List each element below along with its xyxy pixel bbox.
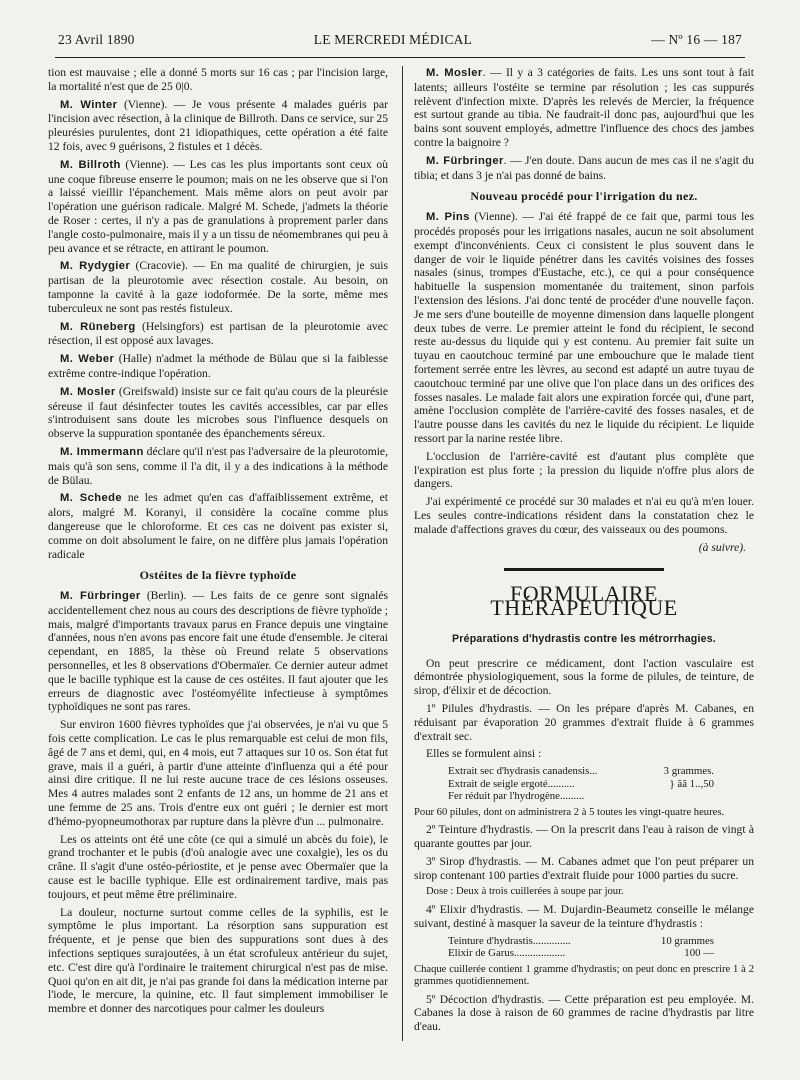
paragraph: 5º Décoction d'hydrastis. — Cette préparation est peu employée. M. Cabanes la dose à raison de 60 grammes de racine d'hydrastis par litre d'eau. bbox=[414, 992, 754, 1034]
recipe-qty: 10 grammes bbox=[660, 934, 714, 947]
recipe-qty: 100 — bbox=[684, 947, 714, 960]
speaker-text: (Halle) n'admet la méthode de Bülau que si la faiblesse extrême contre-indique l'opération. bbox=[48, 352, 388, 380]
paragraph: Pour 60 pilules, dont on administrera 2 à 5 toutes les vingt-quatre heures. bbox=[414, 806, 725, 818]
paragraph: 1º Pilules d'hydrastis. — On les prépare d'après M. Cabanes, en réduisant par évaporation 20 grammes d'extrait fluide à 6 grammes d'extrait sec. bbox=[414, 702, 754, 743]
column-divider bbox=[402, 66, 403, 1041]
paragraph: L'occlusion de l'arrière-cavité est d'autant plus complète que l'expiration est plus forte ; la pression du liquide n'offre plus alors de dangers. bbox=[414, 449, 754, 491]
page-header bbox=[58, 32, 742, 52]
recipe-qty: 3 grammes. bbox=[663, 765, 714, 778]
paragraph-weber bbox=[48, 352, 388, 381]
recipe-item: Teinture d'hydrastis.............. bbox=[448, 934, 571, 947]
paragraph-billroth bbox=[48, 158, 388, 256]
speaker-name: M. Rüneberg bbox=[60, 320, 136, 333]
paragraph: 2º Teinture d'hydrastis. — On la prescrit dans l'eau à raison de vingt à quarante gouttes par jour. bbox=[414, 823, 754, 851]
recipe-row bbox=[448, 765, 754, 778]
speaker-name: M. Schede bbox=[60, 492, 122, 505]
speaker-text: . — J'en doute. Dans aucun de mes cas il ne s'agit du tibia; et dans 3 je n'ai pas donné de bains. bbox=[414, 153, 755, 182]
left-column bbox=[48, 66, 388, 1020]
speaker-name: M. Fürbringer bbox=[426, 154, 504, 167]
speaker-name: M. Billroth bbox=[60, 158, 121, 171]
paragraph-furbringer-2 bbox=[414, 154, 754, 183]
recipe-item: Extrait sec d'hydrasis canadensis... bbox=[448, 765, 598, 778]
paragraph: Les os atteints ont été une côte (ce qui a simulé un abcès du foie), le grand trochanter et le pubis (d'où analogie avec une coxalgie), les os du crâne. Il s'agit d'une ostéo-périostite, et je pense avec Obermaïer que la cause est le bacille typhique. Elle est ordinairement tardive, mais pas toujours, et peut même être préliminaire. bbox=[48, 832, 388, 901]
speaker-text: (Vienne). — Les cas les plus importants sont ceux où une coque fibreuse enserre le poumon; mais on ne les observe que si l'on a laissé vieillir l'épanchement. Mais même alors on peut avoir par l'opération une guérison radicale. Malgré M. Schede, j'admets la théorie de Roser : certes, il n'y a pas de granulations à proprement parler dans l'angle costo-pulmonaire, mais il y a un tissu de néomembranes qui peu à peu avance et se rétracte, en attirant le poumon. bbox=[48, 157, 388, 255]
paragraph-runeberg bbox=[48, 320, 388, 349]
speaker-text: (Vienne). — J'ai été frappé de ce fait que, parmi tous les procédés proposés pour les irrigations nasales, aucun ne soit absolument exempt d'inconvénients. Ceux ci consistent le plus souvent dans le danger de voir le liquide pénétrer dans les cavités voisines des fosses nasales (sinus, trompes d'Eustache, etc.), ce qui a pour conséquence habituelle la suspension momentanée du traitement, sinon parfois l'extension des lésions. J'ai donc tenté de procéder d'une nouvelle façon. Je me sers d'une bouteille de moyenne dimension dans laquelle plongent deux tubes de verre. Le premier atteint le fond du récipient, le second reste au-dessus du liquide qui y est contenu. Au premier fait suite un tuyau en caoutchouc terminé par une embouchure que le malade tient fortement serrée entre les lèvres, au second est adapté un autre tuyau de caoutchouc terminé par une olive que l'on place dans un des orifices des fosses nasales. Le malade fait alors une expiration forcée qui, d'une part, amène l'occlusion complète de l'arrière-cavité des fosses nasales, et de l'autre pousse dans les cavités du nez le liquide du récipient. Le liquide ressort par la narine restée libre. bbox=[414, 210, 754, 445]
to-be-continued: (à suivre). bbox=[698, 540, 746, 554]
speaker-text: (Cracovie). — En ma qualité de chirurgien, je suis partisan de la pleurotomie avec résection costale. Au besoin, on tamponne la cavité à la gaze iodoformée. De la sorte, même mes tuberculeux ne sont pas restés fistuleux. bbox=[48, 259, 388, 315]
speaker-text: (Greifswald) insiste sur ce fait qu'au cours de la pleurésie séreuse il faut désinfecter toutes les cavités accessibles, car par elles s'introduisent sans doute les microbes sous l'influence desquels on observe la suppuration spontanée des épanchements séreux. bbox=[48, 384, 388, 441]
paragraph: On peut prescrire ce médicament, dont l'action vasculaire est démontrée physiologiquement, sous la forme de pilules, de teinture, de sirop, d'élixir et de décoction. bbox=[414, 656, 754, 698]
speaker-text: (Helsingfors) est partisan de la pleurotomie avec résection, il est opposé aux lavages. bbox=[48, 319, 389, 348]
paragraph: Sur environ 1600 fièvres typhoïdes que j'ai observées, je n'ai vu que 5 fois cette complication. Le cas le plus remarquable est celui de mon fils, âgé de 7 ans et demi, qui, en 4 mois, eut 7 attaques sur 10 os. Son état fut grave, mais il a guéri, à partir d'une atteinte d'influenza qui a été pour ainsi dire critique. Il ne lui reste aucune trace de ces lésions osseuses. Mes 4 autres malades sont 2 enfants de 12 ans, un homme de 21 ans et une femme de 25 ans. Trois d'entre eux ont guéri ; le dernier est mort d'hémo-pyopneumothorax par rupture dans la plèvre d'un ... pulmonaire. bbox=[48, 718, 388, 828]
section-heading: Nouveau procédé pour l'irrigation du nez. bbox=[470, 189, 698, 204]
speaker-name: M. Winter bbox=[60, 98, 118, 111]
recipe-row bbox=[448, 778, 754, 791]
subsection-heading: Préparations d'hydrastis contre les métrorrhagies. bbox=[452, 632, 716, 645]
header-journal-title: LE MERCREDI MÉDICAL bbox=[313, 32, 473, 47]
recipe-qty: } ãã 1..,50 bbox=[669, 777, 714, 790]
paragraph: tion est mauvaise ; elle a donné 5 morts sur 16 cas ; par l'incision large, la mortalité n'est que de 25 0|0. bbox=[48, 66, 388, 93]
recipe-item: Extrait de seigle ergoté.......... bbox=[448, 777, 575, 790]
recipe-row bbox=[448, 790, 754, 803]
formulaire-title: FORMULAIRE THÉRAPEUTIQUE bbox=[490, 581, 678, 621]
header-date: 23 Avril 1890 bbox=[58, 32, 135, 47]
speaker-name: M. Mosler bbox=[60, 385, 116, 398]
paragraph-mosler-2 bbox=[414, 66, 754, 150]
paragraph-furbringer bbox=[48, 589, 388, 714]
speaker-text: (Vienne). — Je vous présente 4 malades guéris par l'incision avec résection, à la clinique de Billroth. Dans ce service, sur 25 pleurésies purulentes, dont 21 idiopathiques, cette opération a été faite 12 fois, avec 9 guérisons, 2 fistules et 1 décès. bbox=[48, 97, 388, 153]
recipe-item: Fer réduit par l'hydrogène......... bbox=[448, 790, 585, 803]
paragraph: Elles se formulent ainsi : bbox=[426, 747, 542, 761]
recipe-item: Elixir de Garus................... bbox=[448, 947, 566, 960]
recipe-row bbox=[448, 935, 754, 948]
paragraph: 4º Elixir d'hydrastis. — M. Dujardin-Beaumetz conseille le mélange suivant, destiné à masquer la saveur de la teinture d'hydrastis : bbox=[414, 902, 754, 930]
speaker-name: M. Immermann bbox=[60, 445, 144, 458]
speaker-name: M. Pins bbox=[426, 211, 470, 224]
speaker-name: M. Fürbringer bbox=[60, 590, 141, 603]
paragraph-winter bbox=[48, 98, 388, 154]
right-column bbox=[414, 66, 754, 1038]
section-separator-rule bbox=[504, 568, 664, 571]
paragraph: Dose : Deux à trois cuillerées à soupe par jour. bbox=[426, 886, 624, 898]
paragraph-schede bbox=[48, 491, 388, 561]
recipe-list-elixir bbox=[448, 935, 754, 960]
speaker-text: ne les admet qu'en cas d'affaiblissement extrême, et alors, malgré M. Koranyi, il considère la cocaïne comme plus dangereuse que le chloroforme. Et ces cas ne doivent pas exister si, comme on doit absolument le faire, on ne diffère plus jamais l'opération radicale bbox=[48, 491, 388, 561]
paragraph: Chaque cuillerée contient 1 gramme d'hydrastis; on peut donc en prescrire 1 à 2 grammes quotidiennement. bbox=[414, 963, 754, 988]
paragraph-immermann bbox=[48, 445, 388, 487]
recipe-row bbox=[448, 947, 754, 960]
header-page-number: — Nº 16 — 187 bbox=[651, 32, 742, 47]
paragraph-mosler bbox=[48, 385, 388, 441]
paragraph-rydygier bbox=[48, 259, 388, 315]
speaker-text: . — Il y a 3 catégories de faits. Les uns sont tout à fait latents; ailleurs l'ostéite se termine par résolution ; les cas suppurés relèvent d'infection mixte. D'après les relevés de Mercier, la fréquence est surtout grande au tibia. Ne faudrait-il donc pas, aujourd'hui que les bains sont souvent employés, admettre l'influence des chocs des jambes contre la baignoire ? bbox=[414, 66, 754, 149]
paragraph: J'ai expérimenté ce procédé sur 30 malades et n'ai eu qu'à m'en louer. Les seules contre-indications résident dans la constatation chez le malade d'affections graves du cœur, des vaisseaux ou des poumons. bbox=[414, 495, 754, 536]
paragraph: 3º Sirop d'hydrastis. — M. Cabanes admet que l'on peut préparer un sirop contenant 100 parties d'extrait fluide pour 1000 parties du sucre. bbox=[414, 854, 754, 882]
speaker-text: déclare qu'il n'est pas l'adversaire de la pleurotomie, mais qu'à son sens, comme il l'a dit, il y a des indications à la méthode de Bülau. bbox=[48, 444, 388, 487]
paragraph-pins bbox=[414, 210, 754, 446]
section-heading: Ostéites de la fièvre typhoïde bbox=[139, 568, 297, 583]
speaker-name: M. Weber bbox=[60, 353, 115, 366]
speaker-name: M. Mosler bbox=[426, 67, 483, 79]
speaker-text: (Berlin). — Les faits de ce genre sont signalés accidentellement chez nous au cours des descriptions de fièvre typhoïde ; mais, malgré d'importants travaux parus en France depuis une vingtaine d'années, nous n'en avons pas encore fait une étude d'ensemble. Je citerai cependant, en 1885, la thèse où Freund relate 5 observations personnelles, et les 8 observations d'Obermaïer. Ce dernier auteur admet que le bacille typhique est la cause de ces ostéites. Il faut ajouter que les erreurs de diagnostic avec l'ostéomyélite infectieuse à symptômes typhoïdiques ne sont pas rares. bbox=[48, 589, 388, 714]
header-rule bbox=[55, 57, 745, 58]
recipe-list-pilules bbox=[448, 765, 754, 803]
paragraph: La douleur, nocturne surtout comme celles de la syphilis, est le symptôme le plus important. La résorption sans suppuration est fréquente, et je pense que bien des suppurations sont dues à des infections septiques surajoutées, à un état scrofuleux antérieur du sujet, etc. C'est dire qu'à l'ordinaire le traitement chirurgical n'est pas de mise. Quoi qu'on en ait dit, je n'ai pas grande foi dans la médication interne par l'iode, le mercure, la quinine, etc. Il faut simplement immobiliser le membre et donner des narcotiques pour calmer les douleurs bbox=[48, 905, 388, 1016]
speaker-name: M. Rydygier bbox=[60, 260, 131, 273]
